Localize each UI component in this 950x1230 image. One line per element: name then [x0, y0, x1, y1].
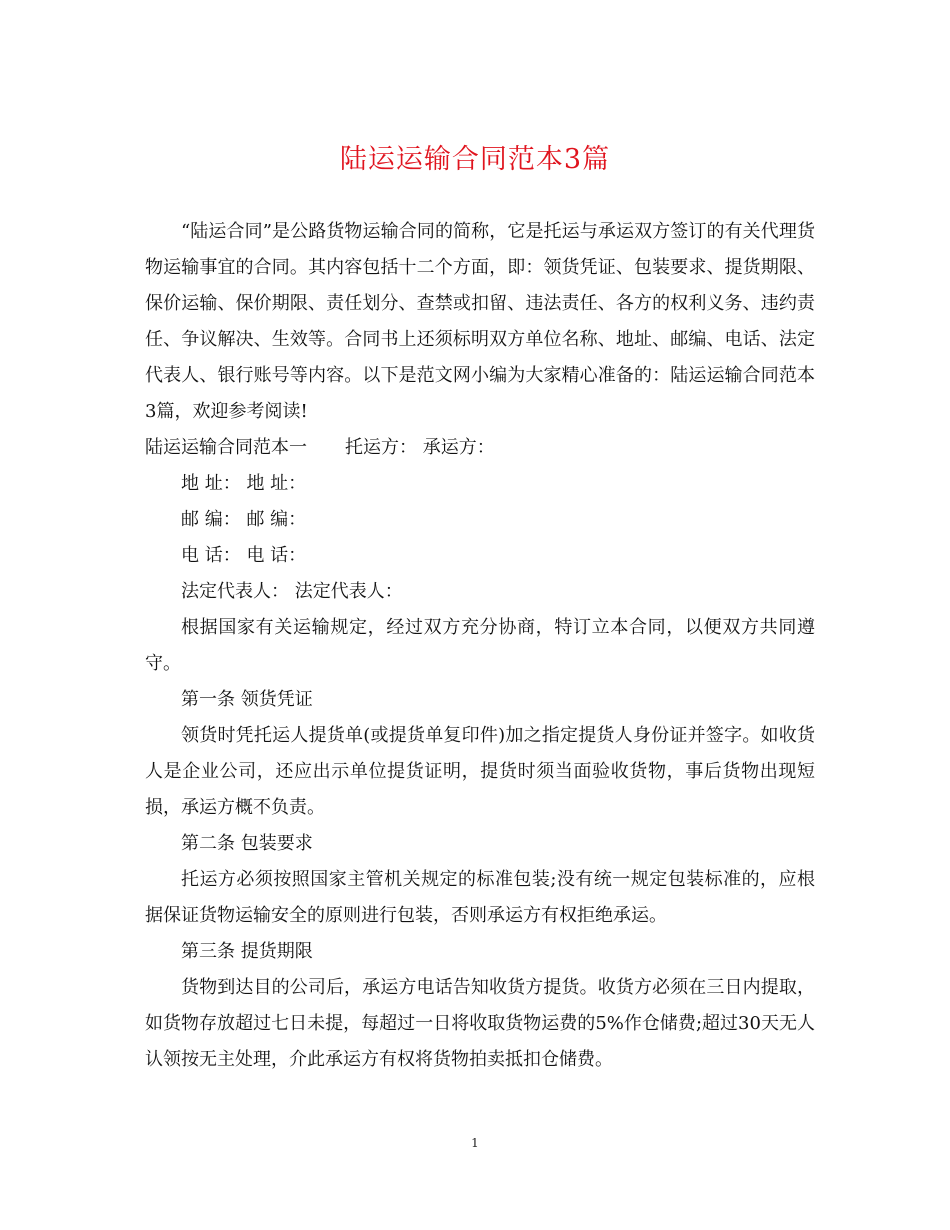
page-number: 1: [471, 1136, 479, 1150]
document-body: [145, 214, 815, 1078]
section-heading-line: [145, 430, 815, 466]
postcode-line: 邮 编： 邮 编：: [181, 509, 307, 530]
phone-line: 电 话： 电 话：: [181, 545, 307, 566]
parties-line: 托运方： 承运方：: [345, 437, 495, 458]
article-3-heading: 第三条 提货期限: [181, 941, 313, 962]
intro-paragraph: “陆运合同”是公路货物运输合同的简称，它是托运与承运双方签订的有关代理货物运输事宜的合同。其内容包括十二个方面，即：领货凭证、包装要求、提货期限、保价运输、保价期限、责任划分、查禁或扣留、违法责任、各方的权利义务、违约责任、争议解决、生效等。合同书上还须标明双方单位名称、地址、邮编、电话、法定代表人、银行账号等内容。以下是范文网小编为大家精心准备的：陆运运输合同范本3篇，欢迎参考阅读!: [145, 221, 815, 422]
article-2-heading: 第二条 包装要求: [181, 833, 313, 854]
section-heading: 陆运运输合同范本一: [145, 437, 307, 458]
article-1-heading: 第一条 领货凭证: [181, 689, 313, 710]
article-1-body: 领货时凭托运人提货单(或提货单复印件)加之指定提货人身份证并签字。如收货人是企业公司，还应出示单位提货证明，提货时须当面验收货物，事后货物出现短损，承运方概不负责。: [145, 725, 815, 818]
article-3-body: 货物到达目的公司后，承运方电话告知收货方提货。收货方必须在三日内提取，如货物存放超过七日未提，每超过一日将收取货物运费的5%作仓储费;超过30天无人认领按无主处理，介此承运方有权将货物拍卖抵扣仓储费。: [145, 977, 815, 1070]
document-title: 陆运运输合同范本3篇: [339, 144, 611, 175]
article-2-body: 托运方必须按照国家主管机关规定的标准包装;没有统一规定包装标准的，应根据保证货物运输安全的原则进行包装，否则承运方有权拒绝承运。: [145, 869, 815, 926]
preamble-paragraph: 根据国家有关运输规定，经过双方充分协商，特订立本合同，以便双方共同遵守。: [145, 617, 815, 674]
legal-rep-line: 法定代表人： 法定代表人：: [181, 581, 403, 602]
address-line: 地 址： 地 址：: [181, 473, 307, 494]
